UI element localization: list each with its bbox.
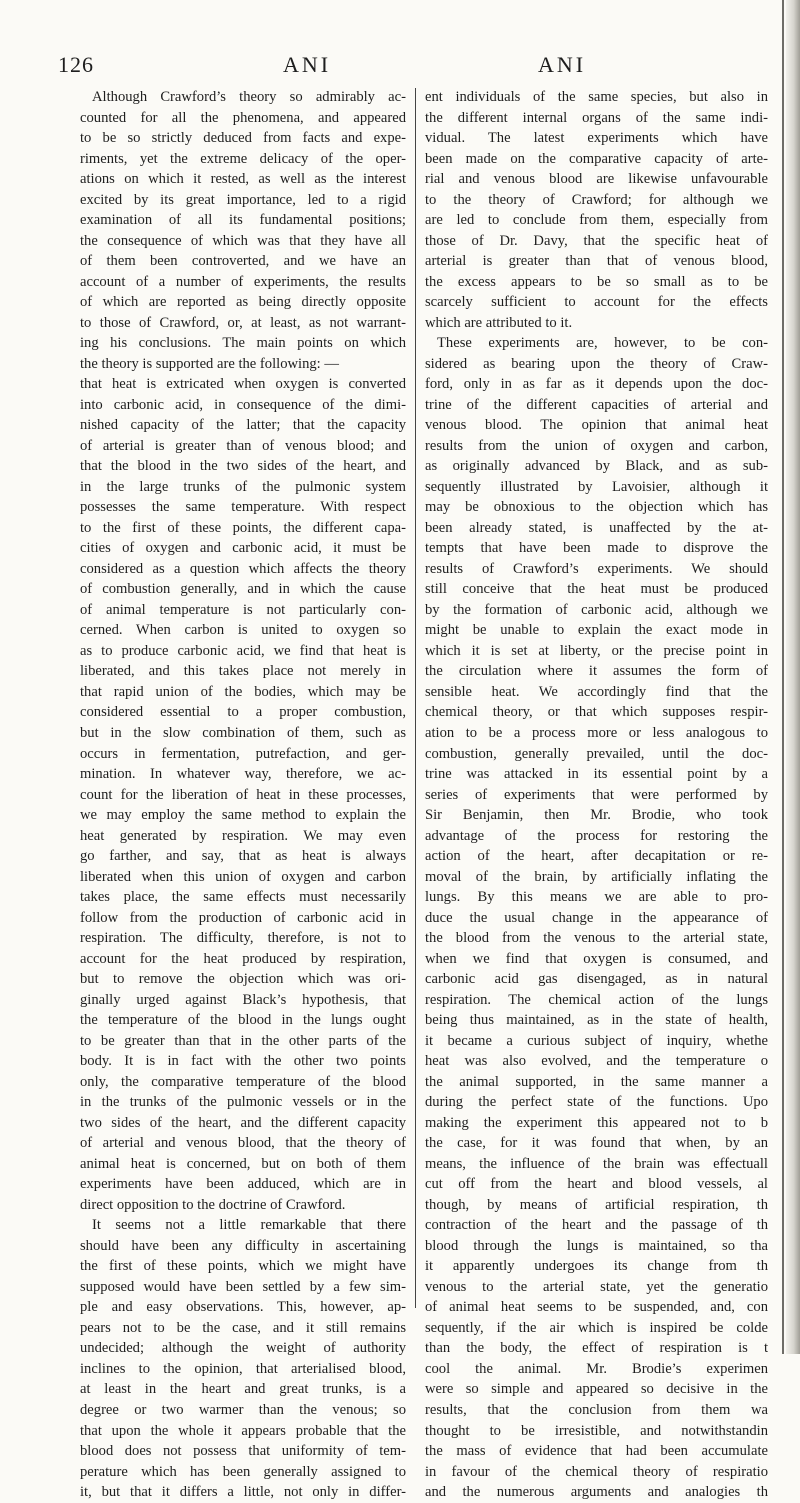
text-line: riments, yet the extreme delicacy of the oper- [80,150,406,167]
text-line: venous to the arterial state, yet the generatio [425,1278,768,1295]
text-line: into carbonic acid, in consequence of the dimi- [80,396,406,413]
text-line: animal heat is concerned, but on both of them [80,1155,406,1172]
text-line: but to remove the objection which was ori- [80,971,406,988]
text-line: may be obnoxious to the objection which has [425,499,768,516]
text-line: to those of Crawford, or, at least, as not warrant- [80,314,406,331]
text-line: lungs. By this means we are able to pro- [425,889,768,906]
left-column [80,87,406,1503]
text-line: account for the heat produced by respiration, [80,950,406,967]
text-line: might be unable to explain the exact mode in [425,622,768,639]
text-line: It seems not a little remarkable that there [92,1217,406,1234]
text-line: it became a curious subject of inquiry, whethe [425,1032,768,1049]
text-line: the blood from the venous to the arterial state, [425,930,768,947]
text-line: ple and easy observations. This, however, ap- [80,1299,406,1316]
text-line: degree or two warmer than the venous; so [80,1402,406,1418]
text-line: ent individuals of the same species, but also in [425,89,768,105]
text-line: that heat is extricated when oxygen is converted [80,376,406,393]
text-line: and the numerous arguments and analogies th [425,1484,768,1501]
running-head-right: ANI [538,52,587,77]
text-line: heat was also evolved, and the temperature o [425,1053,768,1070]
text-line: These experiments are, however, to be con- [437,335,768,352]
text-line: of which are reported as being directly opposite [80,294,406,311]
text-line: cerned. When carbon is united to oxygen so [80,622,406,639]
text-line: that rapid union of the bodies, which may be [80,683,406,700]
text-line: of them been controverted, and we have an [80,253,406,270]
text-line: direct opposition to the doctrine of Crawford. [80,1196,346,1213]
running-head-left: ANI [283,52,332,77]
text-line: body. It is in fact with the other two points [80,1053,406,1070]
text-line: than the body, the effect of respiration is t [425,1340,768,1357]
text-line: when we find that oxygen is consumed, and [425,950,768,967]
text-line: liberated, and this takes place not merely in [80,663,406,680]
text-line: the first of these points, which we might have [80,1258,406,1275]
text-line: the consequence of which was that they have all [80,232,406,249]
text-line: pears not to be the case, and it still remains [80,1319,406,1336]
text-line: as originally advanced by Black, and as sub- [425,458,768,475]
text-line: still conceive that the heat must be produced [425,581,768,598]
text-line: results from the union of oxygen and carbon, [425,437,768,454]
text-line: follow from the production of carbonic acid in [80,909,406,926]
text-line: perature which has been generally assigned to [80,1463,406,1480]
text-line: of animal temperature is not particularly con- [80,601,406,618]
text-line: nished capacity of the latter; that the capacity [80,417,406,434]
text-line: during the perfect state of the functions. Upo [425,1094,768,1111]
text-line: of combustion generally, and in which the cause [80,581,406,598]
text-line: ing his conclusions. The main points on which [80,335,406,352]
text-line: liberated when this union of oxygen and carbon [80,868,406,885]
text-line: thought to be irresistible, and notwithstandin [425,1422,768,1439]
page-edge-line [782,0,784,1354]
text-line: respiration. The chemical action of the lungs [425,991,768,1008]
page-number: 126 [58,52,94,77]
text-line: which it is set at liberty, or the precise point in [425,642,768,659]
text-line: being thus maintained, as in the state of health, [425,1012,768,1029]
text-line: cities of oxygen and carbonic acid, it must be [80,540,406,557]
text-line: count for the liberation of heat in these processes, [80,786,406,803]
text-line: the animal supported, in the same manner a [425,1073,768,1090]
text-line: it apparently undergoes its change from th [425,1258,768,1275]
text-line: the excess appears to be so small as to be [425,273,768,290]
text-line: trine was attacked in its essential point by a [425,766,768,783]
text-line: to be greater than that in the other parts of the [80,1032,406,1049]
text-line: inclines to the opinion, that arterialised blood, [80,1360,406,1377]
text-line: at least in the heart and great trunks, is a [80,1381,406,1398]
text-line: means, the influence of the brain was effectuall [425,1155,768,1172]
text-line: moval of the brain, by artificially inflating the [425,868,768,885]
text-line: were so simple and appeared so decisive in the [425,1381,768,1398]
text-line: supposed would have been settled by a few sim- [80,1278,406,1295]
text-line: undecided; although the weight of authority [80,1340,406,1357]
page-header [58,52,772,82]
text-line: mination. In whatever way, therefore, we ac- [80,766,406,783]
text-line: are led to conclude from them, especially from [425,212,768,229]
text-line: the different internal organs of the same indi- [425,109,768,126]
text-line: results of Crawford’s experiments. We should [425,560,768,577]
text-line: experiments have been adduced, which are in [80,1176,406,1193]
text-line: ford, only in as far as it depends upon the doc- [425,376,768,393]
text-line: that the blood in the two sides of the heart, and [80,458,406,475]
text-line: only, the comparative temperature of the blood [80,1073,406,1090]
text-line: takes place, the same effects must necessarily [80,889,406,906]
text-line: in the large trunks of the pulmonic system [80,478,406,495]
text-line: action of the heart, after decapitation or re- [425,848,768,865]
text-line: considered essential to a proper combustion, [80,704,406,721]
text-line: chemical theory, or that which supposes respir- [425,704,768,721]
text-line: duce the usual change in the appearance of [425,909,768,926]
text-line: ginally urged against Black’s hypothesis, that [80,991,406,1008]
right-column [425,87,768,1503]
text-line: series of experiments that were performed by [425,786,768,803]
text-line: sequently illustrated by Lavoisier, although it [425,478,768,495]
text-line: to the theory of Crawford; for although we [425,191,768,208]
text-line: vidual. The latest experiments which have [425,130,768,147]
text-line: carbonic acid gas disengaged, as in natural [425,971,768,988]
text-line: examination of all its fundamental positions; [80,212,406,229]
text-line: occurs in fermentation, putrefaction, and ger- [80,745,406,762]
text-line: two sides of the heart, and the different capacity [80,1114,406,1131]
text-line: sequently, if the air which is inspired be colde [425,1319,768,1336]
text-line: blood does not possess that uniformity of tem- [80,1443,406,1460]
text-line: ations on which it rested, as well as the interest [80,171,406,188]
text-line: making the experiment this appeared not to b [425,1114,768,1131]
text-line: been already stated, is unaffected by the at- [425,519,768,536]
text-line: the circulation where it assumes the form of [425,663,768,680]
text-line: considered as a question which affects the theory [80,560,406,577]
page-edge-shadow [786,0,800,1354]
text-line: in favour of the chemical theory of respiratio [425,1463,768,1480]
text-line: those of Dr. Davy, that the specific heat of [425,232,768,249]
text-line: sidered as bearing upon the theory of Craw- [425,355,768,372]
text-line: sensible heat. We accordingly find that the [425,683,768,700]
text-line: the temperature of the blood in the lungs ought [80,1012,406,1029]
text-line: though, by means of artificial respiration, th [425,1196,768,1213]
text-line: the mass of evidence that had been accumulate [425,1443,768,1460]
text-line: been made on the comparative capacity of arte- [425,150,768,167]
text-line: of arterial is greater than of venous blood; and [80,437,406,454]
text-line: of arterial and venous blood, that the theory of [80,1135,406,1152]
text-line: by the formation of carbonic acid, although we [425,601,768,618]
text-line: arterial is greater than that of venous blood, [425,253,768,270]
text-line: possesses the same temperature. With respect [80,499,406,516]
text-line: which are attributed to it. [425,314,573,331]
text-line: account of a number of experiments, the results [80,273,406,290]
text-line: cut off from the heart and blood vessels, al [425,1176,768,1193]
text-line: Sir Benjamin, then Mr. Brodie, who took [425,807,768,824]
text-line: to be so strictly deduced from facts and expe- [80,130,406,147]
text-line: contraction of the heart and the passage of th [425,1217,768,1234]
text-line: of animal heat seems to be suspended, and, con [425,1299,768,1316]
text-line: the theory is supported are the following: — [80,355,339,372]
column-divider [415,88,416,1308]
text-line: blood through the lungs is maintained, so tha [425,1237,768,1254]
text-line: that upon the whole it appears probable that the [80,1422,406,1439]
text-line: ation to be a process more or less analogous to [425,724,768,741]
text-line: to the first of these points, the different capa- [80,519,406,536]
text-line: excited by its great importance, led to a rigid [80,191,406,208]
text-line: respiration. The difficulty, therefore, is not to [80,930,406,947]
text-line: Although Crawford’s theory so admirably ac- [92,89,406,105]
text-line: rial and venous blood are likewise unfavourable [425,171,768,188]
text-line: trine of the different capacities of arterial and [425,396,768,413]
text-line: tempts that have been made to disprove the [425,540,768,557]
text-line: venous blood. The opinion that animal heat [425,417,768,434]
text-line: go farther, and say, that as heat is always [80,848,406,865]
text-line: cool the animal. Mr. Brodie’s experimen [425,1360,768,1377]
text-line: in the trunks of the pulmonic vessels or in the [80,1094,406,1111]
text-line: counted for all the phenomena, and appeared [80,109,406,126]
text-line: we may employ the same method to explain the [80,807,406,824]
text-line: but in the slow combination of them, such as [80,724,406,741]
text-line: scarcely sufficient to account for the effects [425,294,768,311]
text-line: as to produce carbonic acid, we find that heat is [80,642,406,659]
text-line: results, that the conclusion from them wa [425,1402,768,1418]
text-line: advantage of the process for restoring the [425,827,768,844]
text-line: combustion, generally prevailed, until the doc- [425,745,768,762]
text-line: should have been any difficulty in ascertaining [80,1237,406,1254]
text-line: heat generated by respiration. We may even [80,827,406,844]
text-line: the case, for it was found that when, by an [425,1135,768,1152]
text-line: it, but that it differs a little, not only in differ- [80,1484,406,1501]
